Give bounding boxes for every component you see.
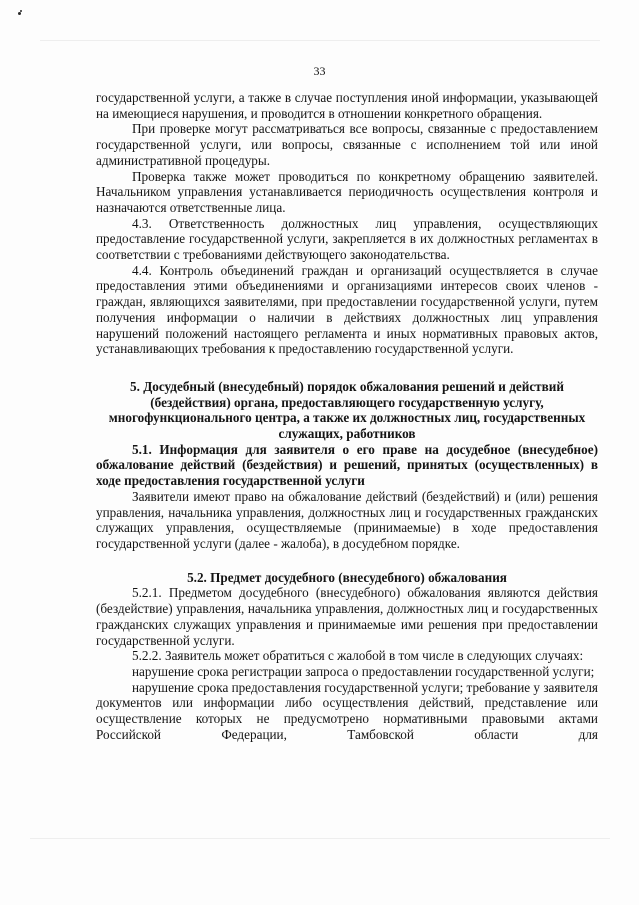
paragraph: 5.2.1. Предметом досудебного (внесудебного) обжалования являются действия (бездействие) управления, начальника управления, должностных лиц и государственных гражданских служащих управления и принимаемые ими решения при предоставлении государственной услуги.: [96, 585, 598, 648]
paragraph: 4.3. Ответственность должностных лиц управления, осуществляющих предоставление государственной услуги, закрепляется в их должностных регламентах в соответствии с требованиями действующего законодательства.: [96, 215, 598, 263]
paragraph: 5.2.2. Заявитель может обратиться с жалобой в том числе в следующих случаях:: [132, 648, 584, 664]
scan-speck: [18, 12, 21, 15]
paragraph: Заявители имеют право на обжалование действий (бездействий) и (или) решения управления, начальника управления, должностных лиц и государственных гражданских служащих управления, осуществляемые (принимаемые) в ходе предоставления государственной услуги (далее - жалоба), в досудебном порядке.: [96, 488, 598, 551]
document-body: [96, 90, 598, 742]
paragraph: Проверка также может проводиться по конкретному обращению заявителей. Начальником управления устанавливается периодичность осуществления контроля и назначаются ответственные лица.: [96, 168, 598, 215]
scan-speck: [20, 10, 22, 12]
page-number: 33: [313, 64, 326, 78]
paragraph: 4.4. Контроль объединений граждан и организаций осуществляется в случае предоставления этими объединениями и организациями интересов своих членов - граждан, являющихся заявителями, при предоставлении государственной услуги, путем получения информации о наличии в действиях должностных лиц управления нарушений положений настоящего регламента и иных нормативных правовых актов, устанавливающих требования к предоставлению государственной услуги.: [96, 262, 598, 357]
scan-smudge: [30, 838, 610, 839]
paragraph: При проверке могут рассматриваться все вопросы, связанные с предоставлением государственной услуги, или вопросы, связанные с исполнением той или иной административной процедуры.: [96, 121, 598, 168]
section-5-2-heading: 5.2. Предмет досудебного (внесудебного) обжалования: [187, 569, 507, 585]
section-5-heading: 5. Досудебный (внесудебный) порядок обжалования решений и действий (бездействия) органа, предоставляющего государственную услугу, многофункционального центра, а также их должностных лиц, государственных служащих, работников: [108, 378, 586, 442]
paragraph: нарушение срока предоставления государственной услуги; требование у заявителя документов или информации либо осуществления действий, представление или осуществление которых не предусмотрено нормативными правовыми актами Российской Федерации, Тамбовской области для: [96, 679, 598, 742]
paragraph: государственной услуги, а также в случае поступления иной информации, указывающей на имеющиеся нарушения, и проводится в отношении конкретного обращения.: [96, 90, 598, 121]
paragraph: нарушение срока регистрации запроса о предоставлении государственной услуги;: [132, 663, 595, 679]
scan-smudge: [40, 40, 600, 41]
section-5-1-heading: 5.1. Информация для заявителя о его праве на досудебное (внесудебное) обжалование действий (бездействия) и решений, принятых (осуществленных) в ходе предоставления государственной услуги: [96, 441, 598, 489]
